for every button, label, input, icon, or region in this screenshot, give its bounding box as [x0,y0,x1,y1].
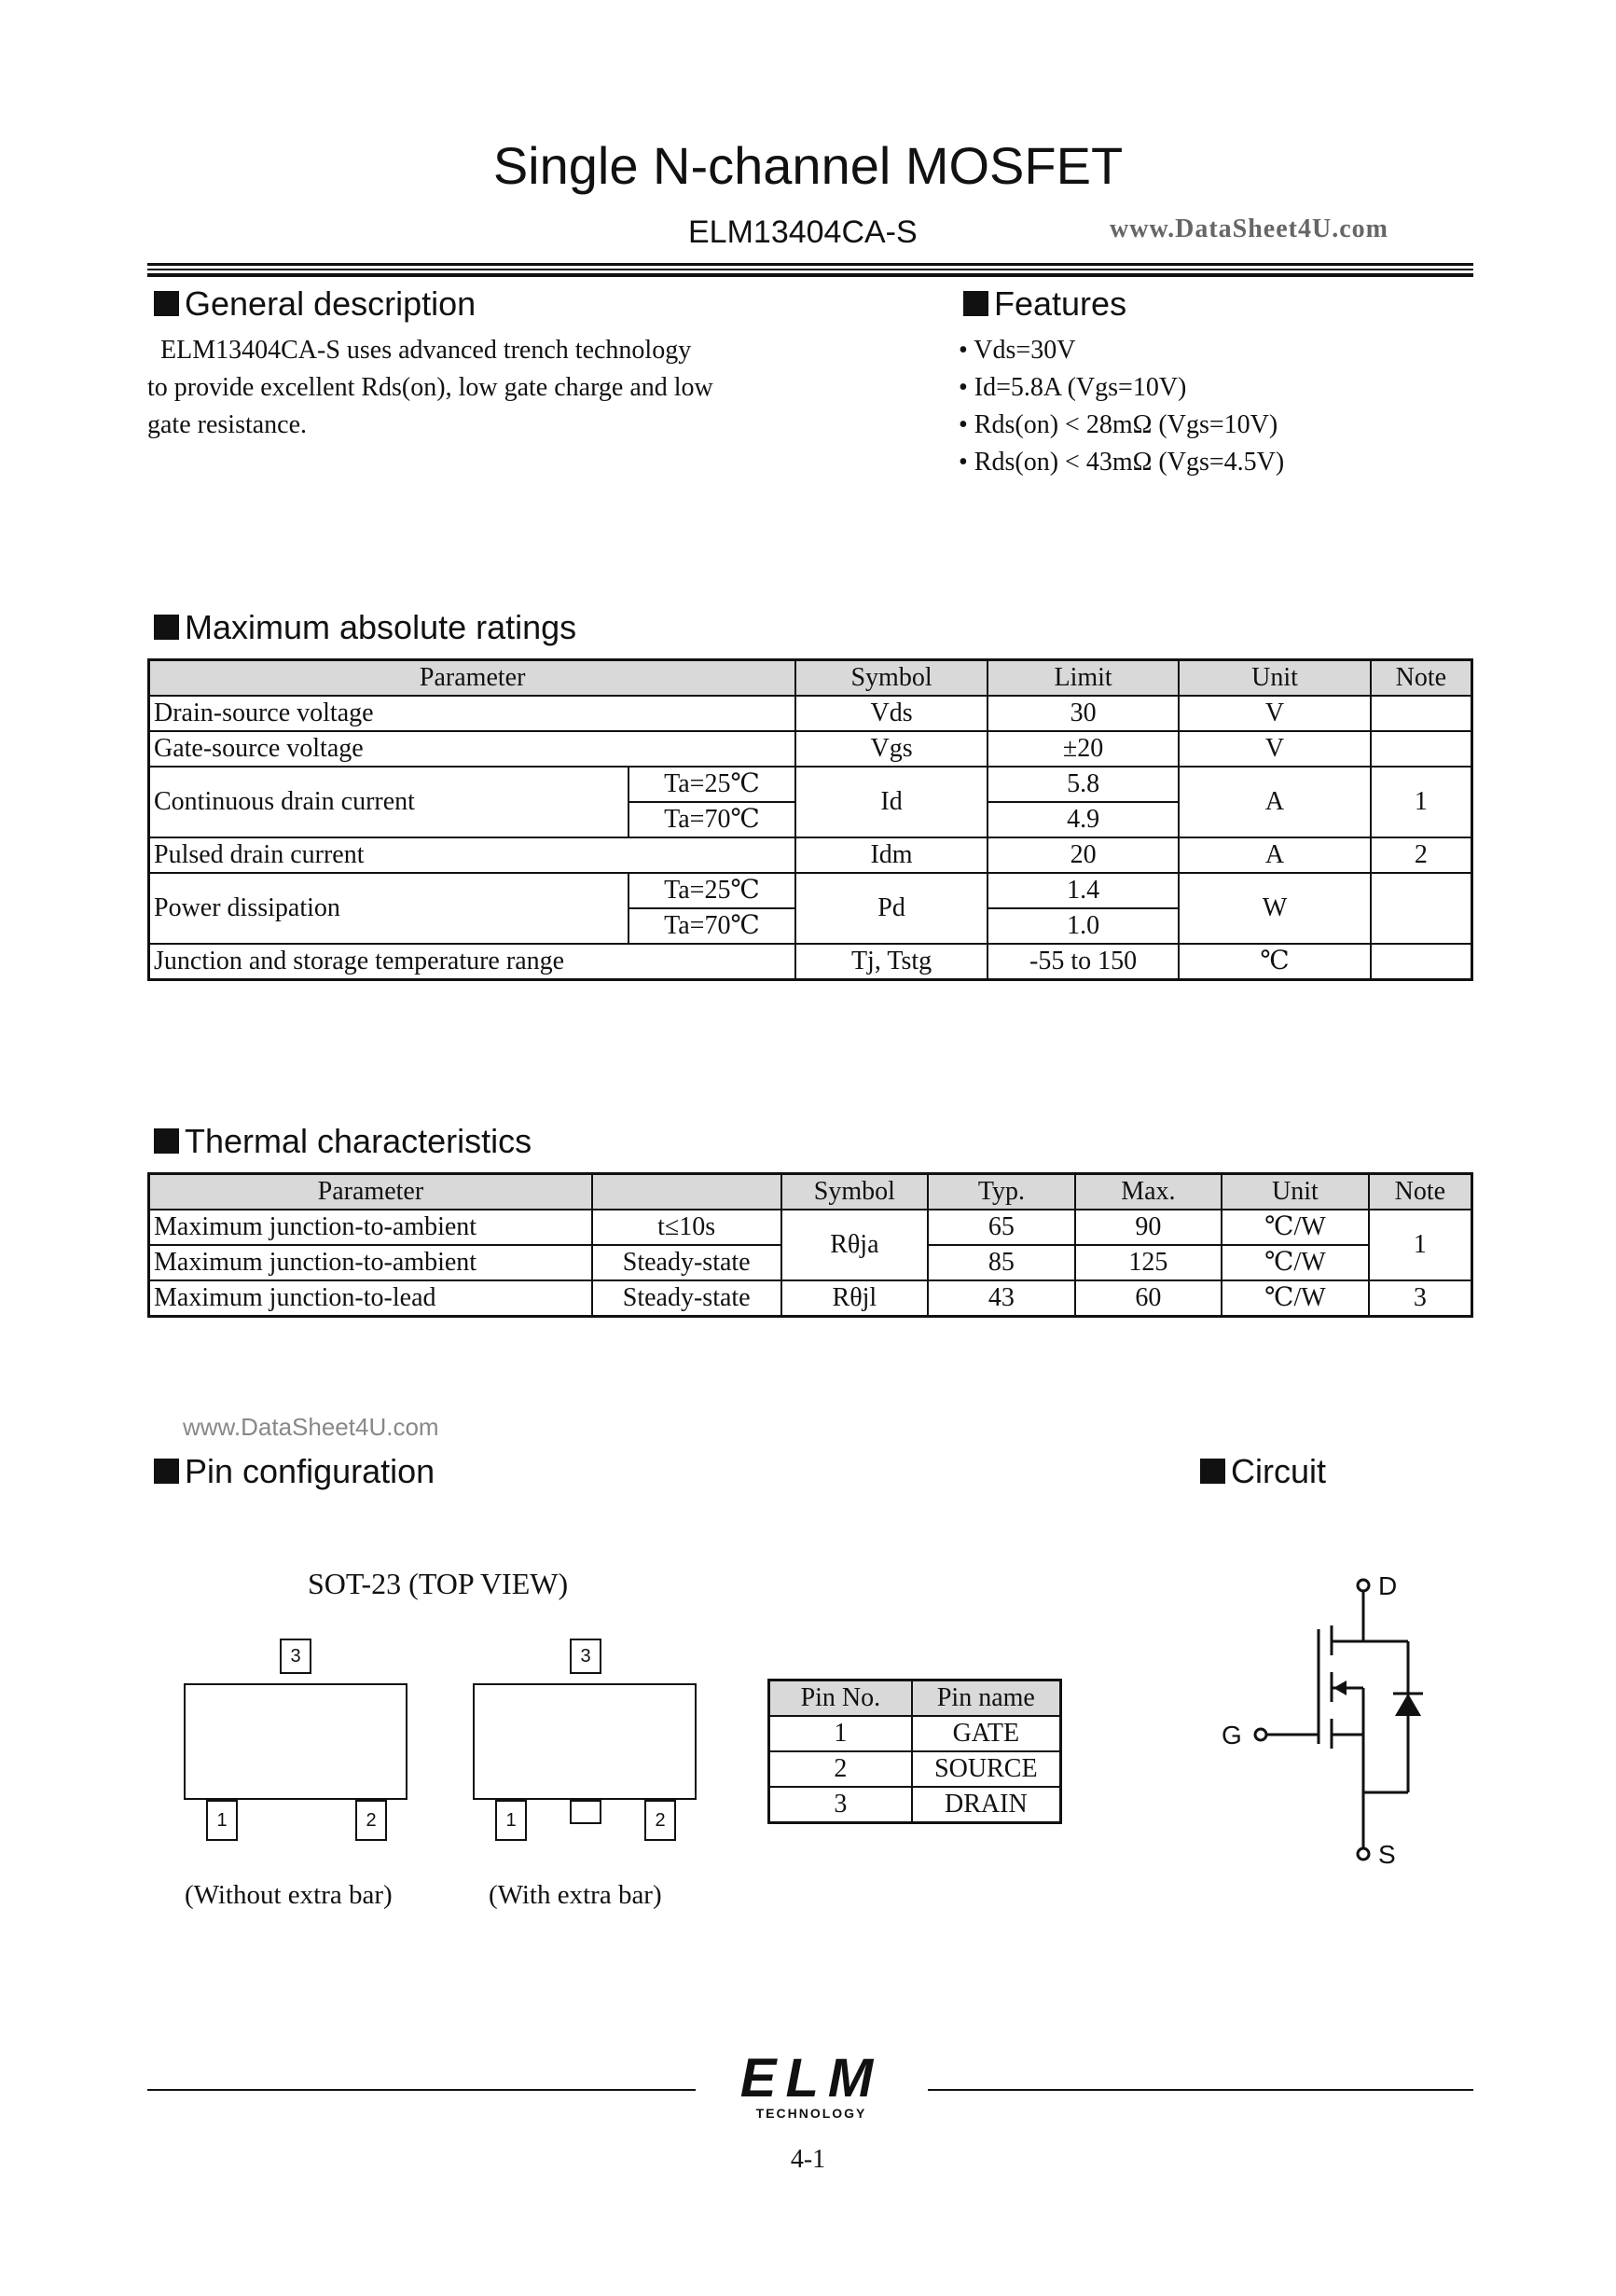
pin-number-cell: 2 [769,1751,912,1787]
symbol-cell: Vgs [795,731,987,767]
limit-cell: 1.0 [988,908,1180,944]
header-rule-3 [147,273,1473,277]
note-cell: 1 [1371,767,1472,837]
header-cell: Note [1369,1174,1472,1210]
unit-cell: ℃/W [1222,1210,1369,1245]
ratings-heading: Maximum absolute ratings [154,608,576,647]
condition-cell: Ta=25℃ [628,873,796,908]
header-cell: Limit [988,660,1180,697]
table-row [149,1210,1472,1245]
sot23-package-body [184,1683,407,1800]
condition-cell: Steady-state [592,1280,781,1317]
param-cell: Gate-source voltage [149,731,796,767]
typ-cell: 85 [928,1245,1074,1280]
symbol-cell: Pd [795,873,987,944]
section-bullet-icon [963,291,988,316]
part-number: ELM13404CA-S [688,214,918,250]
note-cell [1371,696,1472,731]
max-cell: 90 [1075,1210,1222,1245]
section-bullet-icon [1200,1459,1225,1484]
header-cell: Symbol [795,660,987,697]
limit-cell: -55 to 150 [988,944,1180,980]
note-cell [1371,944,1472,980]
limit-cell: 30 [988,696,1180,731]
header-cell: Parameter [149,1174,592,1210]
param-cell: Maximum junction-to-lead [149,1280,592,1317]
general-line: to provide excellent Rds(on), low gate charge and low [147,373,713,402]
extra-bar [570,1800,601,1824]
page-title: Single N-channel MOSFET [492,136,1124,195]
header-cell: Unit [1179,660,1370,697]
pin-3-label: 3 [570,1639,601,1674]
table-row [149,944,1472,980]
condition-cell: Ta=70℃ [628,802,796,837]
page-number: 4-1 [790,2145,826,2174]
typ-cell: 43 [928,1280,1074,1317]
general-heading: General description [154,284,476,324]
note-cell [1371,731,1472,767]
param-cell: Junction and storage temperature range [149,944,796,980]
unit-cell: V [1179,731,1370,767]
pin-table [767,1679,1062,1824]
table-row [769,1716,1061,1751]
symbol-cell: Idm [795,837,987,873]
condition-cell: Ta=70℃ [628,908,796,944]
header-cell [592,1174,781,1210]
general-line: gate resistance. [147,410,308,439]
unit-cell: ℃ [1179,944,1370,980]
header-cell: Parameter [149,660,796,697]
limit-cell: ±20 [988,731,1180,767]
pin-1-label: 1 [206,1800,238,1841]
general-line: ELM13404CA-S uses advanced trench technology [160,336,692,365]
param-cell: Drain-source voltage [149,696,796,731]
symbol-cell: Tj, Tstg [795,944,987,980]
caption-without-bar: (Without extra bar) [185,1880,393,1910]
features-list [959,332,1284,481]
condition-cell: Ta=25℃ [628,767,796,802]
feature-item: • Rds(on) < 28mΩ (Vgs=10V) [959,410,1278,439]
pin-name-cell: GATE [912,1716,1061,1751]
general-description [147,332,828,444]
header-cell: Typ. [928,1174,1074,1210]
header-rule-1 [147,263,1473,266]
header-cell: Pin name [912,1681,1061,1717]
pin-1-label: 1 [495,1800,527,1841]
pin-config-heading: Pin configuration [154,1452,435,1491]
limit-cell: 1.4 [988,873,1180,908]
pin-2-label: 2 [355,1800,387,1841]
header-cell: Symbol [781,1174,929,1210]
gate-label: G [1222,1721,1242,1750]
feature-item: • Id=5.8A (Vgs=10V) [959,373,1187,402]
pin-2-label: 2 [644,1800,676,1841]
thermal-table [147,1172,1473,1318]
param-cell: Continuous drain current [149,767,628,837]
logo-subtext: TECHNOLOGY [755,2106,867,2121]
footer-rule-right [928,2089,1473,2091]
pin-number-cell: 1 [769,1716,912,1751]
header-rule-2 [147,269,1473,270]
symbol-cell: Rθja [781,1210,929,1280]
header-cell: Unit [1222,1174,1369,1210]
param-cell: Pulsed drain current [149,837,796,873]
note-cell [1371,873,1472,944]
watermark-link[interactable]: www.DataSheet4U.com [1110,214,1388,243]
drain-label: D [1378,1571,1398,1600]
table-row [149,837,1472,873]
table-row [149,731,1472,767]
table-row [149,696,1472,731]
unit-cell: W [1179,873,1370,944]
table-row [769,1751,1061,1787]
table-row [769,1787,1061,1823]
typ-cell: 65 [928,1210,1074,1245]
symbol-cell: Id [795,767,987,837]
symbol-cell: Rθjl [781,1280,929,1317]
pin-name-cell: DRAIN [912,1787,1061,1823]
section-bullet-icon [154,615,179,640]
circuit-heading: Circuit [1200,1452,1326,1491]
table-row [149,767,1472,802]
limit-cell: 4.9 [988,802,1180,837]
condition-cell: Steady-state [592,1245,781,1280]
watermark-link[interactable]: www.DataSheet4U.com [183,1413,439,1441]
condition-cell: t≤10s [592,1210,781,1245]
unit-cell: V [1179,696,1370,731]
sot23-package-body [473,1683,697,1800]
max-cell: 125 [1075,1245,1222,1280]
section-bullet-icon [154,291,179,316]
limit-cell: 5.8 [988,767,1180,802]
caption-with-bar: (With extra bar) [489,1880,662,1910]
table-header-row [149,660,1472,697]
table-row [149,1280,1472,1317]
symbol-cell: Vds [795,696,987,731]
unit-cell: A [1179,837,1370,873]
logo-mark: ELM [739,2048,883,2109]
pin-3-label: 3 [280,1639,311,1674]
limit-cell: 20 [988,837,1180,873]
note-cell: 1 [1369,1210,1472,1280]
feature-item: • Rds(on) < 43mΩ (Vgs=4.5V) [959,448,1285,477]
unit-cell: A [1179,767,1370,837]
thermal-heading: Thermal characteristics [154,1122,532,1161]
table-header-row [769,1681,1061,1717]
max-cell: 60 [1075,1280,1222,1317]
header-cell: Note [1371,660,1472,697]
note-cell: 3 [1369,1280,1472,1317]
unit-cell: ℃/W [1222,1280,1369,1317]
param-cell: Maximum junction-to-ambient [149,1210,592,1245]
note-cell: 2 [1371,837,1472,873]
section-bullet-icon [154,1459,179,1484]
mosfet-symbol-icon [1222,1557,1483,1874]
source-label: S [1378,1840,1396,1869]
header-cell: Pin No. [769,1681,912,1717]
pin-name-cell: SOURCE [912,1751,1061,1787]
param-cell: Maximum junction-to-ambient [149,1245,592,1280]
section-bullet-icon [154,1128,179,1154]
footer-rule-left [147,2089,696,2091]
features-heading: Features [963,284,1126,324]
feature-item: • Vds=30V [959,336,1076,365]
package-label: SOT-23 (TOP VIEW) [308,1567,569,1600]
unit-cell: ℃/W [1222,1245,1369,1280]
header-cell: Max. [1075,1174,1222,1210]
elm-logo [718,2048,905,2126]
table-row [149,873,1472,908]
table-header-row [149,1174,1472,1210]
pin-number-cell: 3 [769,1787,912,1823]
ratings-table [147,658,1473,981]
param-cell: Power dissipation [149,873,628,944]
